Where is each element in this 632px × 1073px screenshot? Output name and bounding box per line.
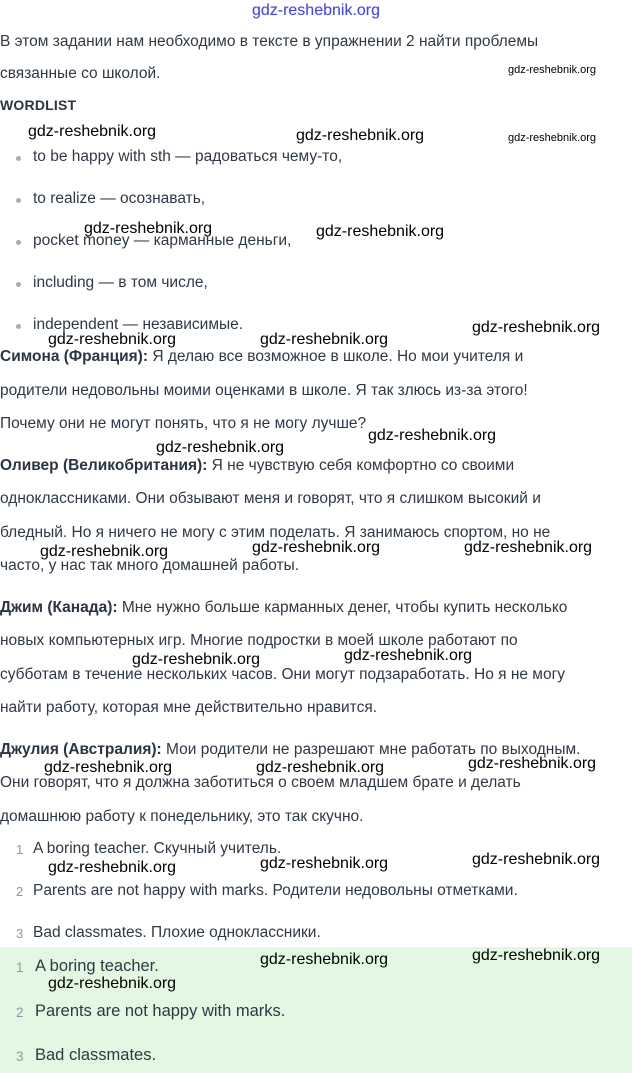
wordlist-heading: WORDLIST <box>0 97 77 113</box>
paragraph-oliver-line-2: одноклассниками. Они обзывают меня и говорят, что я слишком высокий и <box>0 490 541 507</box>
watermark-top: gdz-reshebnik.org <box>251 2 381 19</box>
watermark: gdz-reshebnik.org <box>344 647 473 664</box>
watermark: gdz-reshebnik.org <box>468 755 597 772</box>
answer-item: A boring teacher. <box>35 957 159 975</box>
watermark: gdz-reshebnik.org <box>296 127 425 144</box>
paragraph-julia-line-2: Они говорят, что я должна заботиться о своем младшем брате и делать <box>0 774 521 791</box>
list-item: A boring teacher. Скучный учитель. <box>33 840 282 857</box>
watermark: gdz-reshebnik.org <box>508 132 597 144</box>
watermark: gdz-reshebnik.org <box>132 651 261 668</box>
intro-line-2: связанные со школой. <box>0 65 161 82</box>
bullet-icon <box>16 324 21 329</box>
wordlist-item: to realize — осознавать, <box>33 190 206 207</box>
bullet-icon <box>16 198 21 203</box>
watermark: gdz-reshebnik.org <box>472 319 601 336</box>
watermark: gdz-reshebnik.org <box>316 223 445 240</box>
watermark: gdz-reshebnik.org <box>40 543 169 560</box>
watermark: gdz-reshebnik.org <box>156 439 285 456</box>
paragraph-text: Я делаю все возможное в школе. Но мои учителя и <box>148 348 524 365</box>
paragraph-text: Мои родители не разрешают мне работать по выходным. <box>161 741 581 758</box>
bullet-icon <box>16 282 21 287</box>
paragraph-jim-line-3: субботам в течение нескольких часов. Они могут подзаработать. Но я не могу <box>0 666 565 683</box>
paragraph-jim-line-1 <box>0 599 567 617</box>
intro-line-1: В этом задании нам необходимо в тексте в упражнении 2 найти проблемы <box>0 33 539 50</box>
paragraph-jim-line-4: найти работу, которая мне действительно нравится. <box>0 699 378 716</box>
watermark: gdz-reshebnik.org <box>260 855 389 872</box>
list-number: 3 <box>16 1049 24 1064</box>
watermark: gdz-reshebnik.org <box>508 64 597 76</box>
paragraph-text: Мне нужно больше карманных денег, чтобы купить несколько <box>117 599 568 616</box>
watermark: gdz-reshebnik.org <box>84 220 213 237</box>
list-item: Parents are not happy with marks. Родители недовольны отметками. <box>33 882 518 899</box>
watermark: gdz-reshebnik.org <box>28 123 157 140</box>
paragraph-simona-line-1 <box>0 348 523 366</box>
bullet-icon <box>16 240 21 245</box>
list-number: 2 <box>16 1005 24 1020</box>
list-number: 3 <box>16 926 24 941</box>
watermark: gdz-reshebnik.org <box>48 859 177 876</box>
watermark: gdz-reshebnik.org <box>472 947 601 964</box>
wordlist-item: including — в том числе, <box>33 274 208 291</box>
paragraph-text: Я не чувствую себя комфортно со своими <box>207 457 515 474</box>
list-number: 2 <box>16 884 24 899</box>
paragraph-simona-line-2: родители недовольны моими оценками в школе. Я так злюсь из-за этого! <box>0 382 528 399</box>
watermark: gdz-reshebnik.org <box>256 759 385 776</box>
watermark: gdz-reshebnik.org <box>260 951 389 968</box>
speaker-name: Симона (Франция): <box>0 348 149 365</box>
wordlist-item: independent — независимые. <box>33 316 244 333</box>
answer-item: Bad classmates. <box>35 1046 157 1064</box>
answer-item: Parents are not happy with marks. <box>35 1002 286 1020</box>
watermark: gdz-reshebnik.org <box>260 331 389 348</box>
watermark: gdz-reshebnik.org <box>464 539 593 556</box>
paragraph-oliver-line-1 <box>0 457 514 475</box>
paragraph-jim-line-2: новых компьютерных игр. Многие подростки в моей школе работают по <box>0 632 518 649</box>
watermark: gdz-reshebnik.org <box>48 331 177 348</box>
bullet-icon <box>16 156 21 161</box>
speaker-name: Джулия (Австралия): <box>0 741 162 758</box>
speaker-name: Джим (Канада): <box>0 599 118 616</box>
paragraph-oliver-line-3: бледный. Но я ничего не могу с этим поделать. Я занимаюсь спортом, но не <box>0 524 551 541</box>
watermark: gdz-reshebnik.org <box>368 427 497 444</box>
watermark: gdz-reshebnik.org <box>44 759 173 776</box>
list-item: Bad classmates. Плохие одноклассники. <box>33 924 321 941</box>
watermark: gdz-reshebnik.org <box>48 975 177 992</box>
list-number: 1 <box>16 960 24 975</box>
paragraph-simona-line-3: Почему они не могут понять, что я не могу лучше? <box>0 415 367 432</box>
list-number: 1 <box>16 842 24 857</box>
watermark: gdz-reshebnik.org <box>472 851 601 868</box>
speaker-name: Оливер (Великобритания): <box>0 457 208 474</box>
watermark: gdz-reshebnik.org <box>252 539 381 556</box>
wordlist-item: pocket money — карманные деньги, <box>33 232 292 249</box>
wordlist-item: to be happy with sth — радоваться чему-то, <box>33 148 343 165</box>
paragraph-julia-line-3: домашнюю работу к понедельнику, это так скучно. <box>0 808 364 825</box>
paragraph-oliver-line-4: часто, у нас так много домашней работы. <box>0 557 300 574</box>
